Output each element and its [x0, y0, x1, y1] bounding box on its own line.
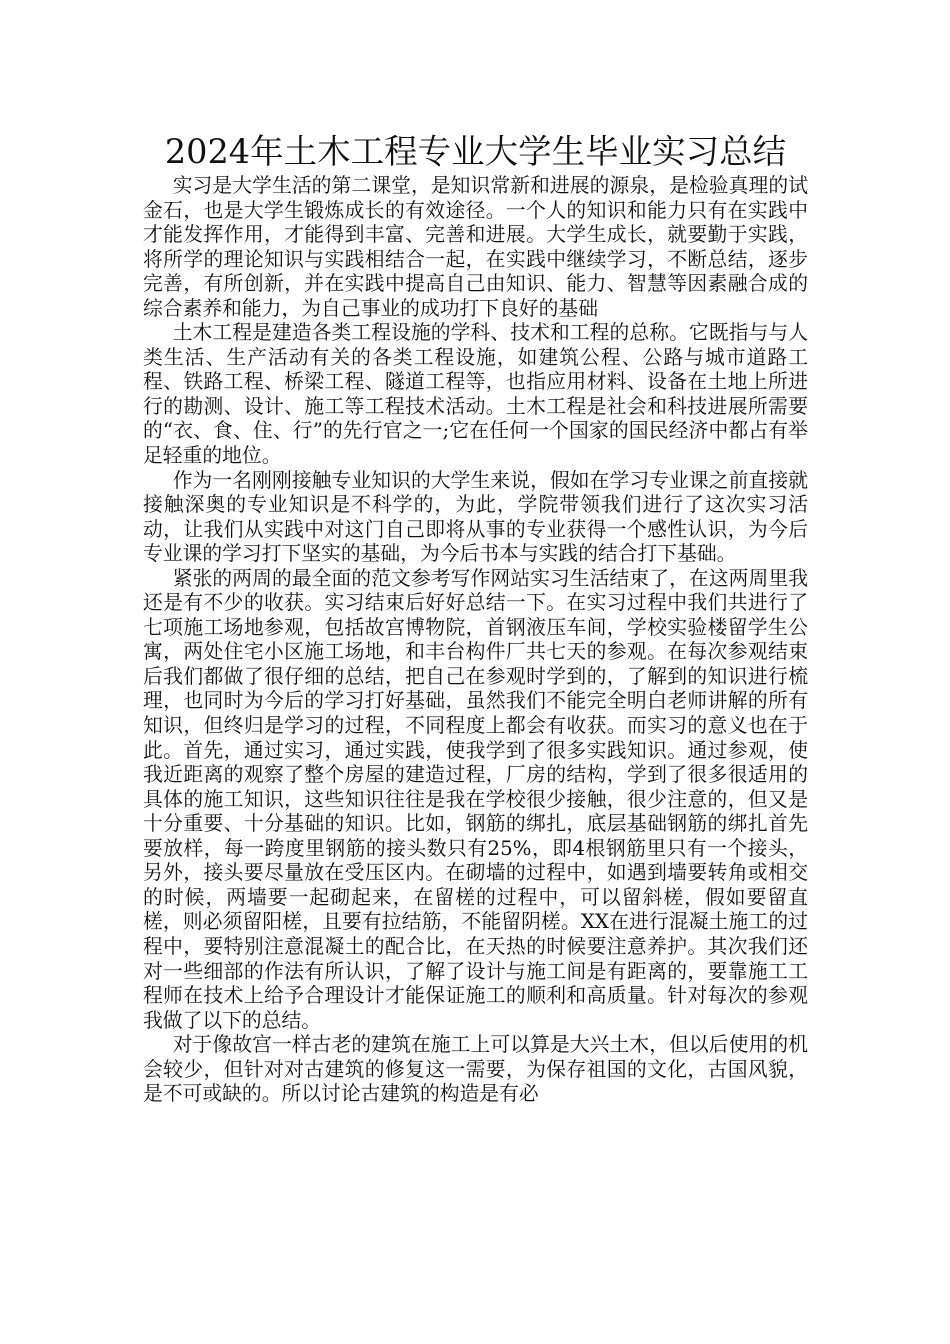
paragraph-intro: 实习是大学生活的第二课堂，是知识常新和进展的源泉，是检验真理的试金石，也是大学生锻炼成长的有效途径。一个人的知识和能力只有在实践中才能发挥作用，才能得到丰富、完善和进展。大学生成长，就要勤于实践，将所学的理论知识与实践相结合一起，在实践中继续学习，不断总结，逐步完善，有所创新，并在实践中提高自己由知识、能力、智慧等因素融合成的综合素养和能力，为自己事业的成功打下良好的基础 [143, 174, 808, 320]
document-title: 2024年土木工程专业大学生毕业实习总结 [164, 132, 787, 171]
paragraph-internship-summary: 紧张的两周的最全面的范文参考写作网站实习生活结束了，在这两周里我还是有不少的收获。实习结束后好好总结一下。在实习过程中我们共进行了七项施工场地参观，包括故宫博物院，首钢液压车间，学校实验楼留学生公寓，两处住宅小区施工场地，和丰台构件厂共七天的参观。在每次参观结束后我们都做了很仔细的总结，把自己在参观时学到的，了解到的知识进行梳理，也同时为今后的学习打好基础，虽然我们不能完全明白老师讲解的所有知识，但终归是学习的过程，不同程度上都会有收获。而实习的意义也在于此。首先，通过实习，通过实践，使我学到了很多实践知识。通过参观，使我近距离的观察了整个房屋的建造过程，厂房的结构，学到了很多很适用的具体的施工知识，这些知识往往是我在学校很少接触，很少注意的，但又是十分重要、十分基础的知识。比如，钢筋的绑扎，底层基础钢筋的绑扎首先要放样，每一跨度里钢筋的接头数只有25%，即4根钢筋里只有一个接头，另外，接头要尽量放在受压区内。在砌墙的过程中，如遇到墙要转角或相交的时候，两墙要一起砌起来，在留槎的过程中，可以留斜槎，假如要留直槎，则必须留阳槎，且要有拉结筋，不能留阴槎。XX在进行混凝土施工的过程中，要特别注意混凝土的配合比，在天热的时候要注意养护。其次我们还对一些细部的作法有所认识，了解了设计与施工间是有距离的，要靠施工工程师在技术上给予合理设计才能保证施工的顺利和高质量。针对每次的参观我做了以下的总结。 [143, 566, 808, 1032]
paragraph-internship-purpose: 作为一名刚刚接触专业知识的大学生来说，假如在学习专业课之前直接就接触深奥的专业知识是不科学的，为此，学院带领我们进行了这次实习活动，让我们从实践中对这门自己即将从事的专业获得一个感性认识，为今后专业课的学习打下坚实的基础，为今后书本与实践的结合打下基础。 [143, 468, 808, 566]
paragraph-civil-engineering-definition: 土木工程是建造各类工程设施的学科、技术和工程的总称。它既指与与人类生活、生产活动有关的各类工程设施，如建筑公程、公路与城市道路工程、铁路工程、桥梁工程、隧道工程等，也指应用材料、设备在土地上所进行的勘测、设计、施工等工程技术活动。土木工程是社会和科技进展所需要的“衣、食、住、行”的先行官之一;它在任何一个国家的国民经济中都占有举足轻重的地位。 [143, 321, 808, 468]
document-page [143, 130, 808, 1107]
paragraph-forbidden-city: 对于像故宫一样古老的建筑在施工上可以算是大兴土木，但以后使用的机会较少，但针对对古建筑的修复这一需要，为保存祖国的文化，古国风貌，是不可或缺的。所以讨论古建筑的构造是有必 [143, 1033, 808, 1106]
